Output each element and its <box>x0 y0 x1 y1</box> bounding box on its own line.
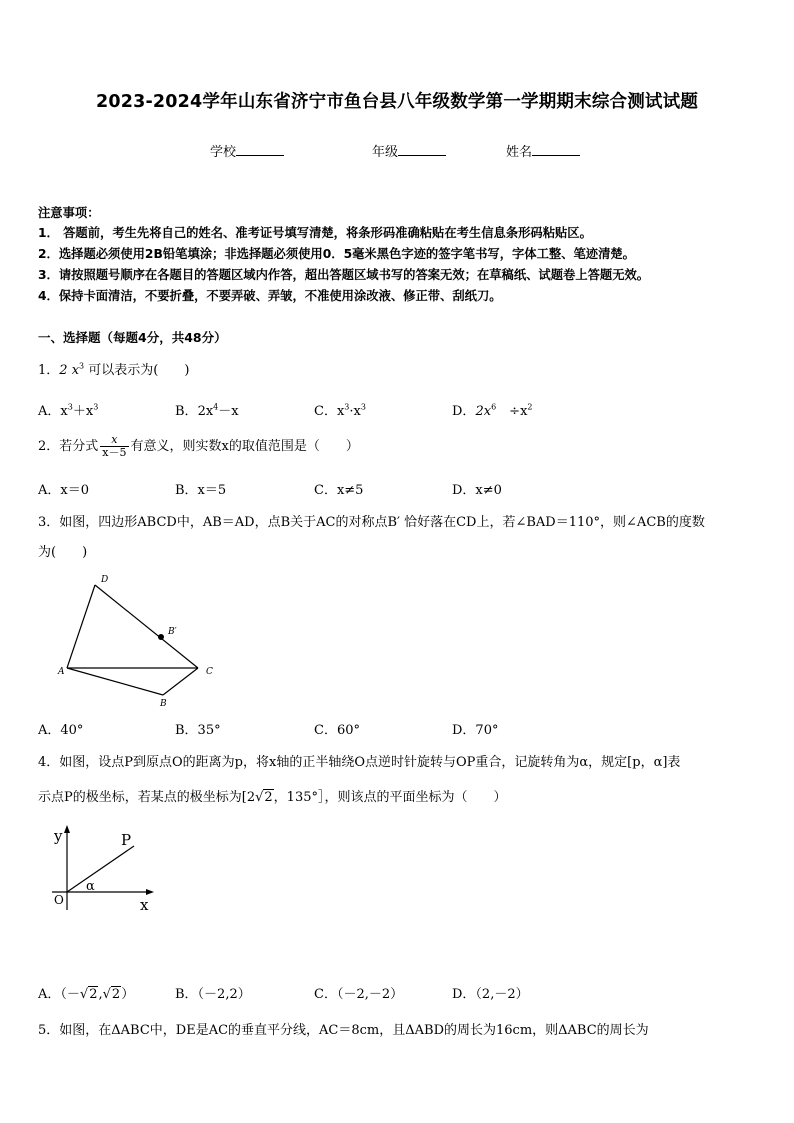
label-a: A <box>58 667 65 677</box>
label-y: y <box>54 827 63 845</box>
note-item-4: 4．保持卡面清洁，不要折叠，不要弄破、弄皱，不准使用涂改液、修正带、刮纸刀。 <box>38 289 502 303</box>
edge-da <box>67 585 95 668</box>
label-p: P <box>121 831 132 849</box>
q2-option-b[interactable]: B．x＝5 <box>175 483 227 498</box>
section-heading: 一、选择题（每题4分，共48分） <box>38 330 227 345</box>
name-blank <box>532 143 580 156</box>
q2-option-a[interactable]: A．x＝0 <box>38 483 89 498</box>
school-blank <box>236 143 284 156</box>
question-2: 2．若分式 $\frac{x}{x-5}$ 有意义，则实数x的取值范围是（ ） <box>38 433 359 459</box>
note-item-3: 3．请按照题号顺序在各题目的答题区域内作答，超出答题区域书写的答案无效；在草稿纸、试题卷上答题无效。 <box>38 268 650 282</box>
name-label: 姓名 <box>506 145 533 160</box>
question-4-line-1: 4．如图，设点P到原点O的距离为p，将x轴的正半轴绕O点逆时针旋转与OP重合，记旋转角为α，规定[p，α]表 <box>38 755 681 770</box>
x-axis-arrow <box>146 889 154 895</box>
grade-field <box>372 141 446 160</box>
label-b: B <box>160 699 167 709</box>
label-x: x <box>140 896 149 914</box>
school-field <box>210 141 284 160</box>
q1-option-b[interactable]: B．$2x^4-x$ <box>175 402 239 419</box>
label-b-prime: B′ <box>168 627 177 637</box>
q1-option-d[interactable]: D．$2x^6$ $\div x^2$ <box>452 402 533 419</box>
q1-option-c[interactable]: C．$x^3\cdot x^3$ <box>314 402 366 419</box>
edge-bc <box>163 668 198 695</box>
q3-figure <box>55 570 225 710</box>
q4-option-c[interactable]: C．（－2,－2） <box>314 987 404 1002</box>
question-1: 1．2 $x^3$ 可以表示为( ) <box>38 361 190 378</box>
school-label: 学校 <box>210 145 237 160</box>
q4-option-b[interactable]: B．（－2,2） <box>175 987 251 1002</box>
label-alpha: α <box>86 879 95 894</box>
label-d: D <box>101 575 109 585</box>
label-o: O <box>54 893 64 907</box>
question-5: 5．如图，在ΔABC中，DE是AC的垂直平分线，AC＝8cm，且ΔABD的周长为16cm，则ΔABC的周长为 <box>38 1023 649 1038</box>
notes-heading: 注意事项： <box>38 206 100 220</box>
q3-option-d[interactable]: D．70° <box>452 723 499 738</box>
q4-option-a[interactable]: A．（－√2,√2） <box>38 987 135 1002</box>
y-axis-arrow <box>64 825 70 833</box>
q3-option-b[interactable]: B．35° <box>175 723 221 738</box>
question-3-line-2: 为( ) <box>38 545 88 560</box>
name-field <box>506 141 580 160</box>
q2-option-c[interactable]: C．x≠5 <box>314 483 364 498</box>
q2-option-d[interactable]: D．x≠0 <box>452 483 502 498</box>
note-item-1: 1． 答题前，考生先将自己的姓名、准考证号填写清楚，将条形码准确粘贴在考生信息条形码粘贴区。 <box>38 226 592 240</box>
q2-fraction: $\frac{x}{x-5}$ <box>102 433 127 459</box>
q4-figure <box>48 822 168 917</box>
q3-option-c[interactable]: C．60° <box>314 723 360 738</box>
ray-op <box>67 846 134 892</box>
q4-option-d[interactable]: D．（2,－2） <box>452 987 529 1002</box>
edge-dc <box>95 585 198 668</box>
edge-ab <box>67 668 163 695</box>
grade-blank <box>398 143 446 156</box>
page-title: 2023-2024学年山东省济宁市鱼台县八年级数学第一学期期末综合测试试题 <box>95 92 699 112</box>
point-b-prime <box>158 634 164 640</box>
question-3-line-1: 3．如图，四边形ABCD中，AB＝AD，点B关于AC的对称点B′ 恰好落在CD上，若∠BAD＝110°，则∠ACB的度数 <box>38 515 705 530</box>
question-4-line-2: 示点P的极坐标，若某点的极坐标为[2√2，135°］，则该点的平面坐标为（ ） <box>38 790 507 805</box>
q3-option-a[interactable]: A．40° <box>38 723 84 738</box>
q1-option-a[interactable]: A．$x^3+x^3$ <box>38 402 99 419</box>
note-item-2: 2．选择题必须使用2B铅笔填涂；非选择题必须使用0．5毫米黑色字迹的签字笔书写，字体工整、笔迹清楚。 <box>38 247 635 261</box>
label-c: C <box>206 667 213 677</box>
grade-label: 年级 <box>372 145 399 160</box>
